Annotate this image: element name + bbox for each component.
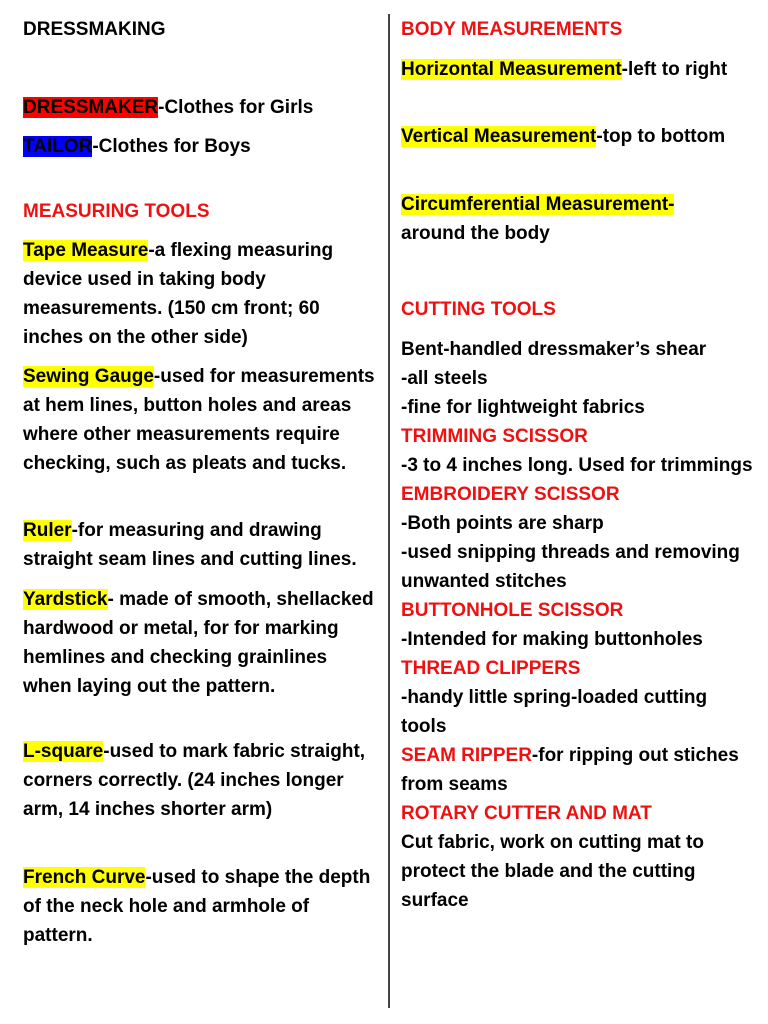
- tool-desc: -used to mark fabric straight, corners correctly. (24 inches longer arm, 14 inches shorter arm): [23, 741, 366, 820]
- embroidery-scissor-heading: EMBROIDERY SCISSOR: [401, 484, 620, 505]
- thread-clippers-heading: THREAD CLIPPERS: [401, 658, 581, 679]
- document-title: DRESSMAKING: [23, 19, 166, 40]
- measurement-term: Circumferential Measurement-: [401, 194, 675, 215]
- tool-l-square: [23, 737, 378, 824]
- tool-french-curve: [23, 863, 378, 950]
- rotary-cutter-heading: ROTARY CUTTER AND MAT: [401, 803, 652, 824]
- tool-ruler: [23, 516, 378, 574]
- measurement-term: Horizontal Measurement: [401, 59, 622, 80]
- measurement-desc: -top to bottom: [596, 126, 726, 147]
- seam-ripper-entry: [401, 741, 756, 799]
- cutting-tools-heading: CUTTING TOOLS: [401, 299, 556, 320]
- measurement-vertical: [401, 122, 756, 151]
- measurement-horizontal: [401, 55, 756, 84]
- shear-line-3: -fine for lightweight fabrics: [401, 397, 645, 418]
- tool-term: French Curve: [23, 867, 146, 888]
- cutting-tools-list: [401, 335, 756, 915]
- tool-desc: -for measuring and drawing straight seam lines and cutting lines.: [23, 520, 357, 570]
- trimming-scissor-desc: -3 to 4 inches long. Used for trimmings: [401, 455, 753, 476]
- tool-sewing-gauge: [23, 362, 378, 478]
- measurement-circumferential: [401, 190, 756, 248]
- tool-desc: -a flexing measuring device used in taking body measurements. (150 cm front; 60 inches on the other side): [23, 240, 334, 348]
- trimming-scissor-heading: TRIMMING SCISSOR: [401, 426, 588, 447]
- embroidery-scissor-line-2: -used snipping threads and removing unwanted stitches: [401, 542, 740, 592]
- tool-term: Sewing Gauge: [23, 366, 154, 387]
- body-measurements-heading: BODY MEASUREMENTS: [401, 19, 623, 40]
- tool-term: Ruler: [23, 520, 72, 541]
- tool-desc: -used to shape the depth of the neck hole and armhole of pattern.: [23, 867, 371, 946]
- tool-term: Tape Measure: [23, 240, 149, 261]
- thread-clippers-desc: -handy little spring-loaded cutting tools: [401, 687, 708, 737]
- seam-ripper-desc: -for ripping out stiches from seams: [401, 745, 739, 795]
- tool-desc: -used for measurements at hem lines, button holes and areas where other measurements require checking, such as pleats and tucks.: [23, 366, 375, 474]
- tailor-definition: [23, 132, 378, 161]
- tool-term: Yardstick: [23, 589, 108, 610]
- shear-line-1: Bent-handled dressmaker’s shear: [401, 339, 707, 360]
- tool-yardstick: [23, 585, 378, 701]
- tool-desc: - made of smooth, shellacked hardwood or metal, for for marking hemlines and checking grainlines when laying out the pattern.: [23, 589, 374, 697]
- seam-ripper-heading: SEAM RIPPER: [401, 745, 532, 766]
- dressmaker-definition: [23, 93, 378, 122]
- measuring-tools-heading: MEASURING TOOLS: [23, 201, 210, 222]
- dressmaker-desc: -Clothes for Girls: [158, 97, 314, 118]
- measurement-desc: around the body: [401, 223, 550, 244]
- tailor-term: TAILOR: [23, 136, 93, 157]
- measurement-term: Vertical Measurement: [401, 126, 597, 147]
- tool-tape-measure: [23, 236, 378, 352]
- measurement-desc: -left to right: [621, 59, 728, 80]
- column-divider: [388, 14, 390, 1008]
- buttonhole-scissor-desc: -Intended for making buttonholes: [401, 629, 703, 650]
- dressmaker-term: DRESSMAKER: [23, 97, 159, 118]
- embroidery-scissor-line-1: -Both points are sharp: [401, 513, 604, 534]
- tool-term: L-square: [23, 741, 104, 762]
- rotary-cutter-desc: Cut fabric, work on cutting mat to protect the blade and the cutting surface: [401, 832, 704, 911]
- tailor-desc: -Clothes for Boys: [92, 136, 251, 157]
- buttonhole-scissor-heading: BUTTONHOLE SCISSOR: [401, 600, 624, 621]
- shear-line-2: -all steels: [401, 368, 488, 389]
